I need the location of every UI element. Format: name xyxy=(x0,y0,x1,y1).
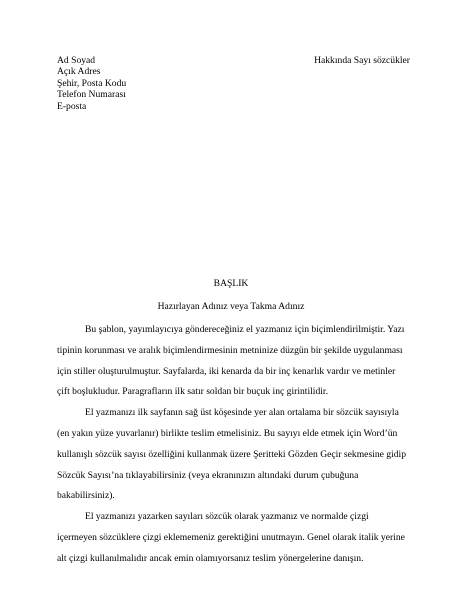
body-text xyxy=(57,320,407,570)
paragraph: El yazmanızı yazarken sayıları sözcük olarak yazmanız ve normalde çizgi içermeyen sözcüklere çizgi eklememeniz gerektiğini unutmayın. Genel olarak italik yerine alt çizgi kullanılmalıdır ancak emin olamıyorsanız teslim yönergelerine danışın. xyxy=(57,511,405,564)
manuscript-title: BAŞLIK xyxy=(213,278,249,289)
email-address: E-posta xyxy=(57,100,87,112)
byline: Hazırlayan Adınız veya Takma Adınız xyxy=(157,301,305,312)
phone-number: Telefon Numarası xyxy=(57,89,126,101)
city-postal-code: Şehir, Posta Kodu xyxy=(57,77,127,89)
contact-info xyxy=(57,55,257,112)
author-name: Ad Soyad xyxy=(57,55,96,66)
street-address: Açık Adres xyxy=(57,66,101,78)
word-count: Hakkında Sayı sözcükler xyxy=(314,55,410,66)
paragraph: El yazmanızı ilk sayfanın sağ üst köşesinde yer alan ortalama bir sözcük sayısıyla (en yakın yüze yuvarlanır) birlikte teslim etmelisiniz. Bu sayıyı elde etmek için Word’ün kullanışlı sözcük sayısı özelliğini kullanmak üzere Şeritteki Gözden Geçir sekmesine gidip Sözcük Sayısı’na tıklayabilirsiniz (veya ekranınızın altındaki durum çubuğuna bakabilirsiniz). xyxy=(57,407,407,502)
paragraph: Bu şablon, yayımlayıcıya göndereceğiniz el yazmanız için biçimlendirilmiştir. Yazı tipinin korunması ve aralık biçimlendirmesinin metninize düzgün bir şekilde uygulanması için stiller oluşturulmuştur. Sayfalarda, iki kenarda da bir inç kenarlık vardır ve metinler çift boşlukludur. Paragrafların ilk satır soldan bir buçuk inç girintilidir. xyxy=(57,324,405,398)
